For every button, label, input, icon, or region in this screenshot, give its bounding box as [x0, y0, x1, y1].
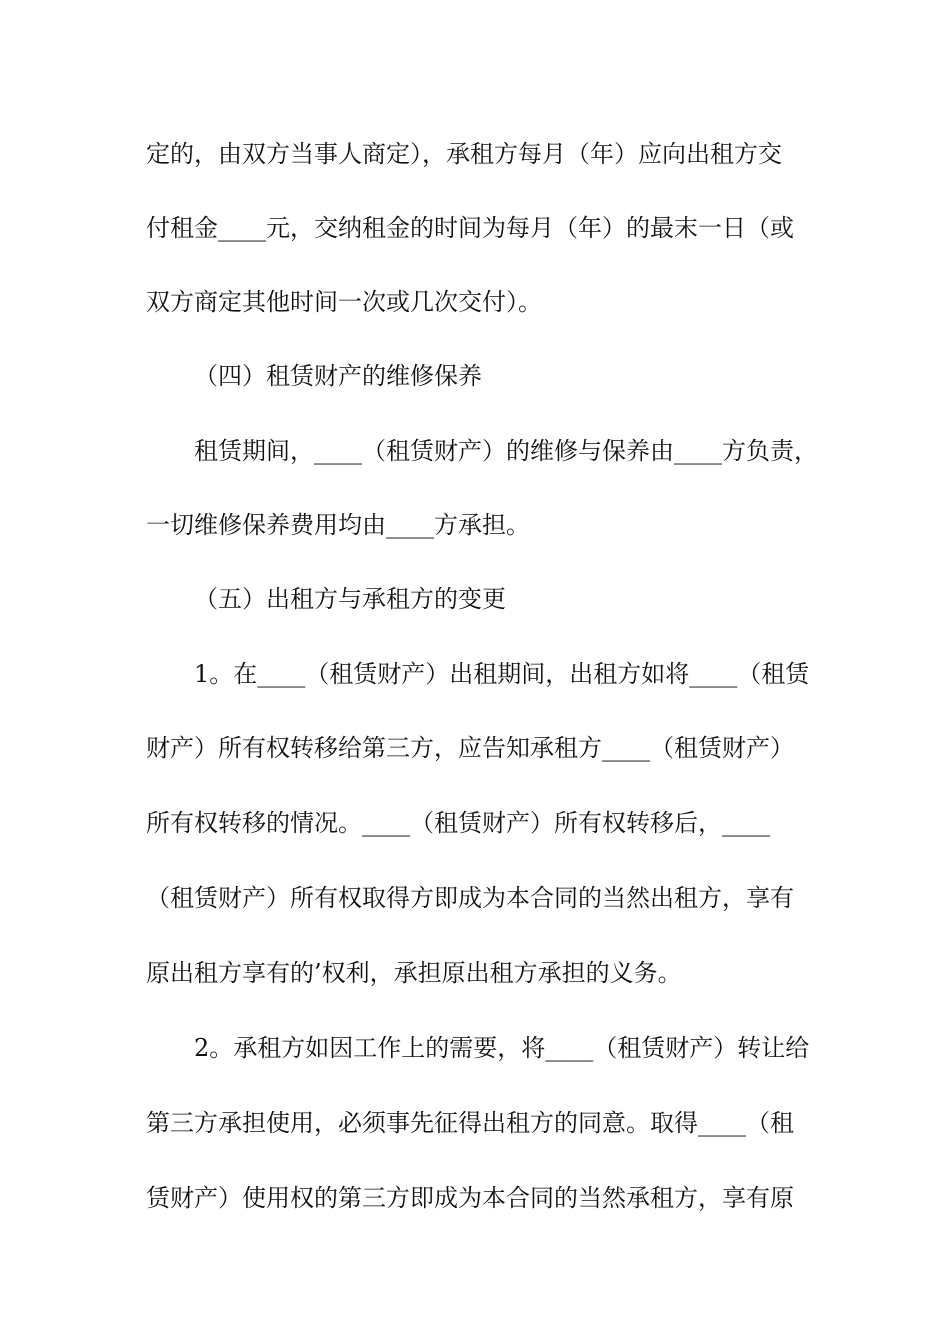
text-line-14: 第三方承担使用，必须事先征得出租方的同意。取得____（租: [146, 1109, 794, 1137]
text-line-8: 1。在____（租赁财产）出租期间，出租方如将____（租赁: [194, 660, 810, 688]
text-line-6: 一切维修保养费用均由____方承担。: [146, 511, 530, 539]
text-line-12: 原出租方享有的’权利，承担原出租方承担的义务。: [146, 959, 682, 987]
text-line-10: 所有权转移的情况。____（租赁财产）所有权转移后，____: [146, 809, 770, 837]
text-line-2: 付租金____元，交纳租金的时间为每月（年）的最末一日（或: [146, 214, 794, 242]
text-line-3: 双方商定其他时间一次或几次交付）。: [146, 288, 542, 316]
text-line-1: 定的，由双方当事人商定），承租方每月（年）应向出租方交: [146, 140, 782, 168]
section-heading-5: （五）出租方与承租方的变更: [194, 585, 506, 613]
text-line-13: 2。承租方如因工作上的需要，将____（租赁财产）转让给: [194, 1034, 810, 1062]
text-line-5: 租赁期间，____（租赁财产）的维修与保养由____方负责，: [194, 437, 818, 465]
text-line-11: （租赁财产）所有权取得方即成为本合同的当然出租方，享有: [146, 884, 794, 912]
text-line-9: 财产）所有权转移给第三方，应告知承租方____（租赁财产）: [146, 734, 794, 762]
section-heading-4: （四）租赁财产的维修保养: [194, 362, 482, 390]
text-line-15: 赁财产）使用权的第三方即成为本合同的当然承租方，享有原: [146, 1184, 794, 1212]
